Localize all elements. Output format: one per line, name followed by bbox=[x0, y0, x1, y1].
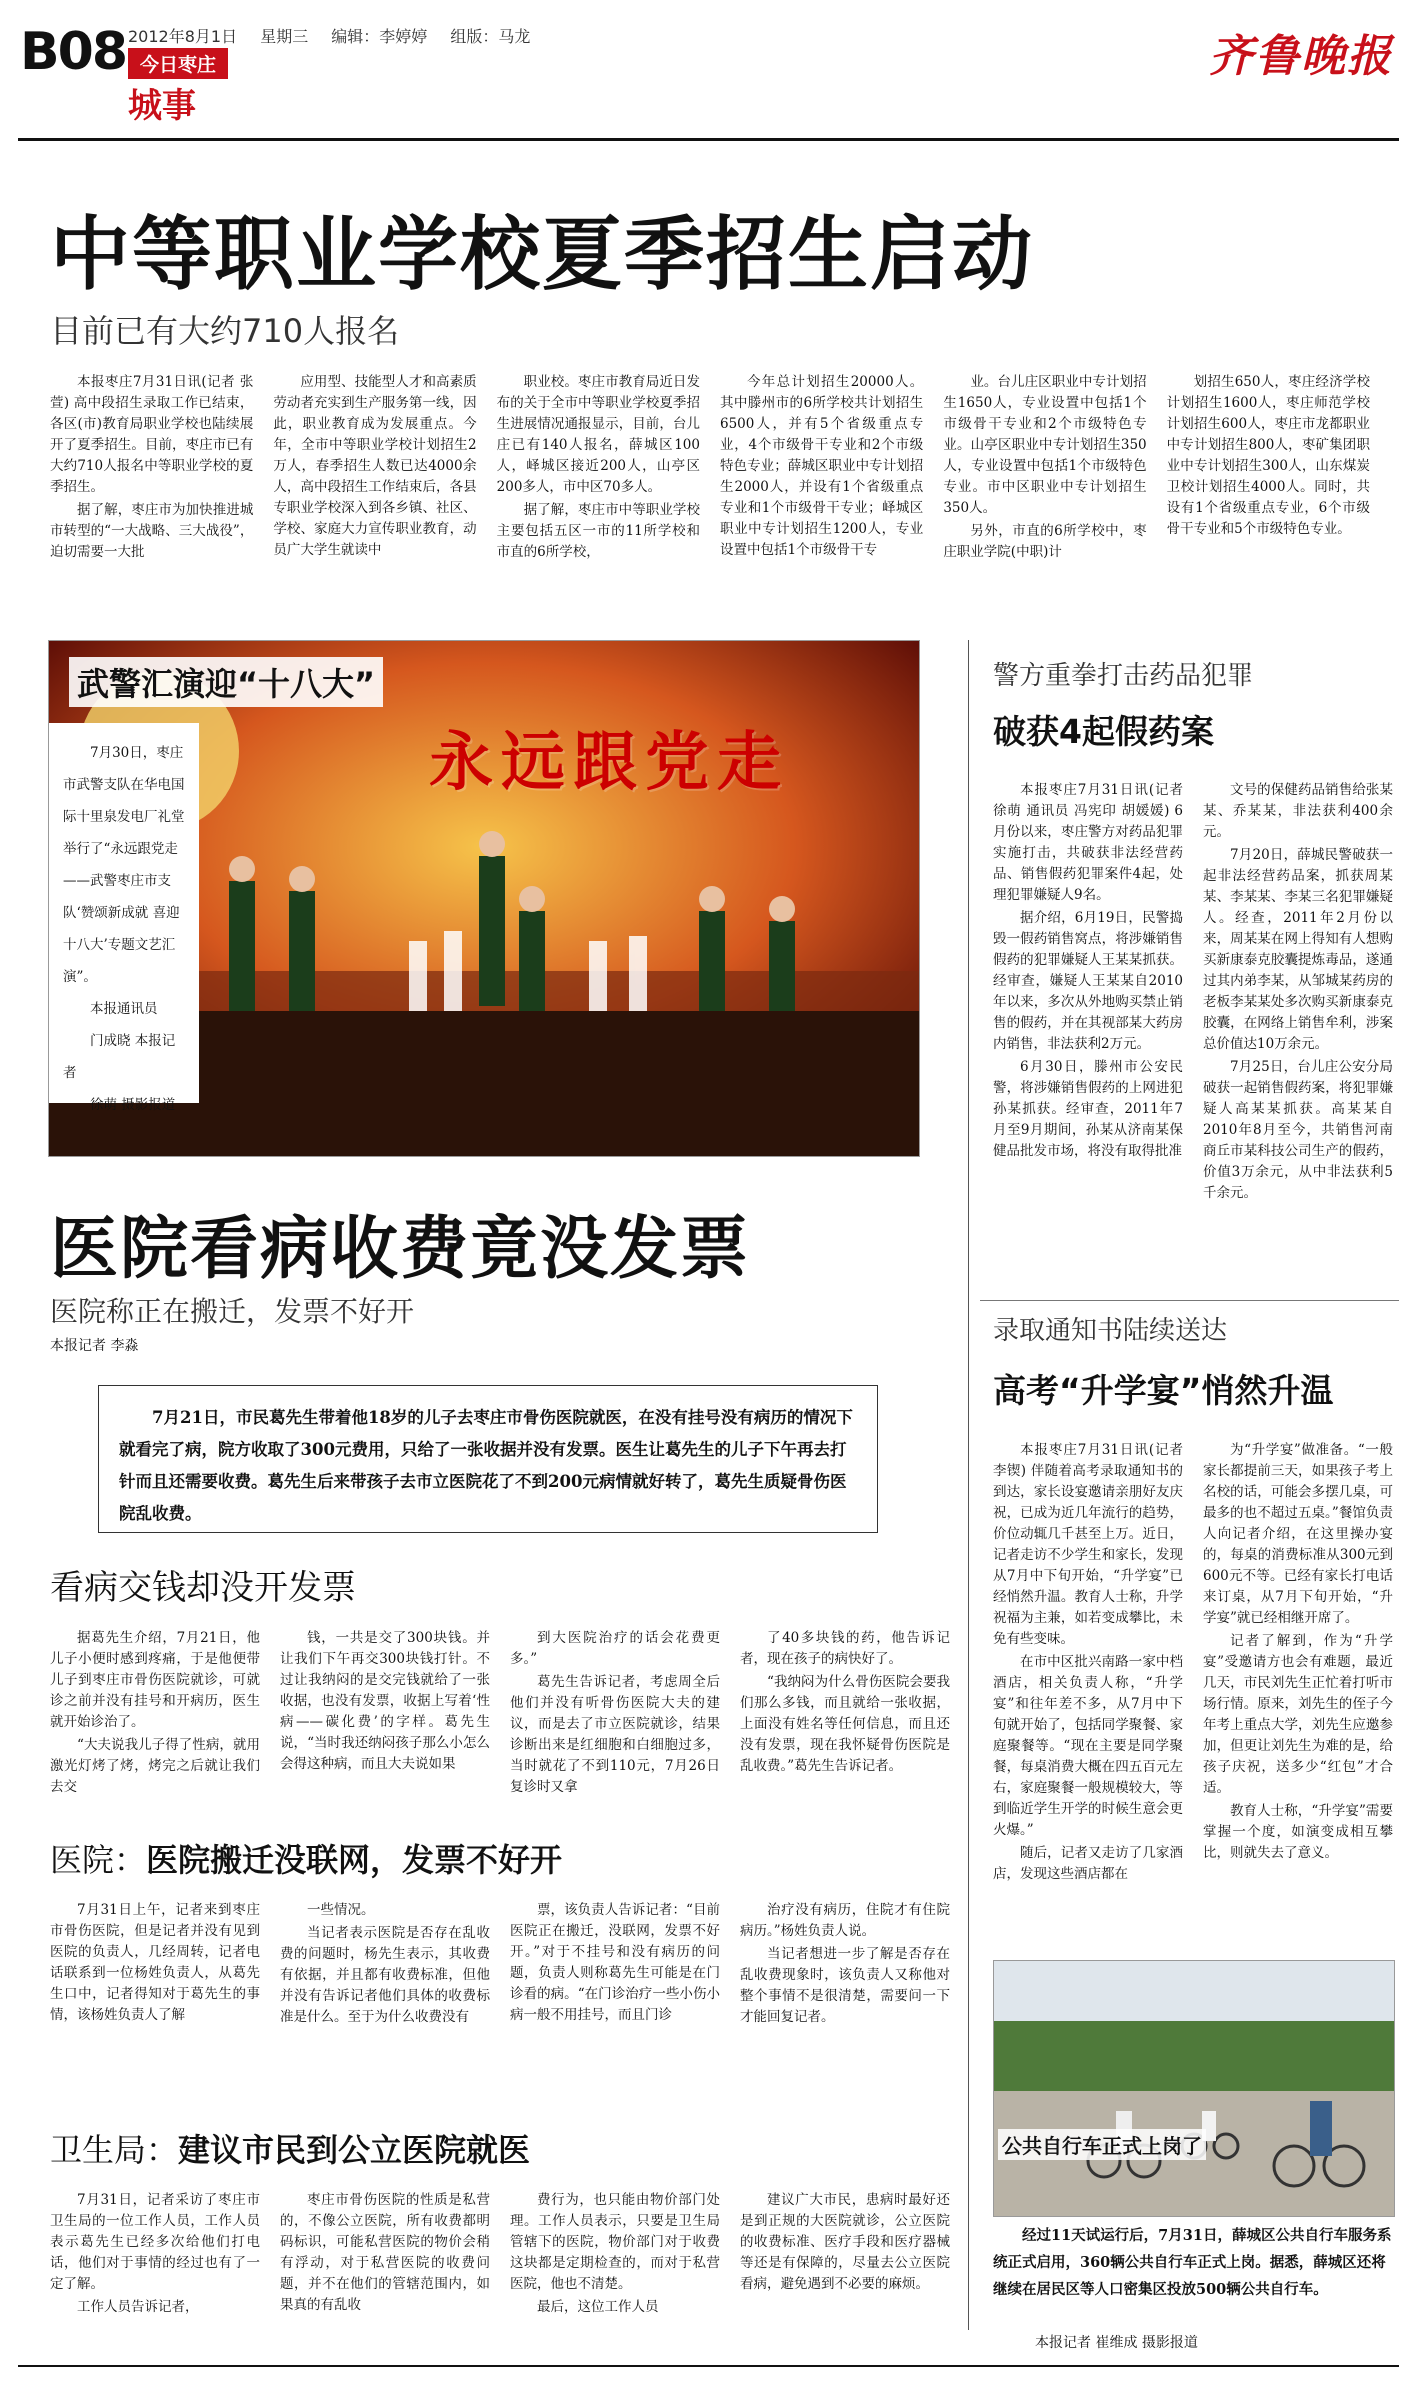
main-body bbox=[50, 372, 1370, 622]
main-col-5 bbox=[943, 372, 1146, 622]
paragraph: 职业校。枣庄市教育局近日发布的关于全市中等职业学校夏季招生进展情况通报显示，目前，台儿庄已有140人报名，薛城区100人，峄城区接近200人，山亭区200多人，市中区70多人。 bbox=[496, 374, 700, 495]
section-name: 城事 bbox=[128, 86, 196, 126]
photo2-credit: 本报记者 崔维成 摄影报道 bbox=[1035, 2335, 1198, 2351]
paragraph: 据介绍，6月19日，民警捣毁一假药销售窝点，将涉嫌销售假药的犯罪嫌疑人王某某抓获。经审查，嫌疑人王某某自2010年以来，多次从外地购买禁止销售的假药，并在其视部某大药房内销售，非法获利2万元。 bbox=[993, 910, 1183, 1052]
paragraph: 记者了解到，作为“升学宴”受邀请方也会有难题，最近几天，市民刘先生正忙着打听市场行情。原来，刘先生的侄子今年考上重点大学，刘先生应邀参加，但更让刘先生为难的是，给孩子庆祝，送多少“红包”才合适。 bbox=[1203, 1633, 1393, 1796]
photo-caption: 7月30日，枣庄市武警支队在华电国际十里泉发电厂礼堂举行了“永远跟党走——武警枣庄市支队‘赞颂新成就 喜迎十八大’专题文艺汇演”。 bbox=[63, 745, 185, 985]
hospital-byline: 本报记者 李淼 bbox=[50, 1338, 139, 1354]
layout-credit: 组版：马龙 bbox=[450, 27, 531, 46]
hs1-col-2 bbox=[280, 1628, 490, 1823]
paragraph: 建议广大市民，患病时最好还是到正规的大医院就诊，公立医院的收费标准、医疗手段和医疗器械等还是有保障的，尽量去公立医院看病，避免遇到不必要的麻烦。 bbox=[740, 2192, 950, 2292]
paragraph: 本报枣庄7月31日讯(记者 徐萌 通讯员 冯宪印 胡媛媛) 6月份以来，枣庄警方对药品犯罪实施打击，共破获非法经营药品、销售假药犯罪案件4起，处理犯罪嫌疑人9名。 bbox=[993, 782, 1183, 903]
page-number: B08 bbox=[20, 22, 126, 82]
paragraph: 7月25日，台儿庄公安分局破获一起销售假药案，将犯罪嫌疑人高某某抓获。高某某自2010年8月至今，共销售河南商丘市某科技公司生产的假药，价值3万余元，从中非法获利5千余元。 bbox=[1203, 1059, 1393, 1201]
hospital-section-1-title: 看病交钱却没开发票 bbox=[50, 1568, 356, 1608]
bicycle-scene-image bbox=[994, 1961, 1394, 2216]
header-rule bbox=[18, 138, 1399, 141]
paragraph: “我纳闷为什么骨伤医院会要我们那么多钱，而且就给一张收据，上面没有姓名等任何信息，而且还没有发票，现在我怀疑骨伤医院是乱收费。”葛先生告诉记者。 bbox=[740, 1674, 950, 1774]
column-divider bbox=[968, 640, 969, 2330]
hospital-section-2-title bbox=[50, 1835, 562, 1881]
paragraph: 钱，一共是交了300块钱。并让我们下午再交300块钱打针。不过让我纳闷的是交完钱就给了一张收据，也没有发票，收据上写着‘性病——碳化费’的字样。葛先生说，“当时我还纳闷孩子那么小怎么会得这种病，而且大夫说如果 bbox=[280, 1630, 490, 1772]
hs1-col-3 bbox=[510, 1628, 720, 1823]
paragraph: 为“升学宴”做准备。“一般家长都提前三天，如果孩子考上名校的话，可能会多摆几桌，可最多的也不超过五桌。”餐馆负责人向记者介绍，在这里操办宴的，每桌的消费标准从300元到600元不等。已经有家长打电话来订桌，从7月下旬开始，“升学宴”就已经相继开席了。 bbox=[1203, 1442, 1393, 1626]
photo-caption-box bbox=[49, 723, 199, 1113]
photo2-title: 公共自行车正式上岗了 bbox=[998, 2129, 1206, 2160]
paragraph: 枣庄市骨伤医院的性质是私营的，不像公立医院，所有收费都明码标识，可能私营医院的物价会稍有浮动，对于私营医院的收费问题，并不在他们的管辖范围内，如果真的有乱收 bbox=[280, 2192, 490, 2313]
paragraph: 业。台儿庄区职业中专计划招生1650人，专业设置中包括1个市级骨干专业和2个市级特色专业。山亭区职业中专计划招生350人，专业设置中包括1个市级特色专业。市中区职业中专计划招生350人。 bbox=[943, 374, 1147, 516]
paragraph: 另外，市直的6所学校中，枣庄职业学院(中职)计 bbox=[943, 523, 1147, 560]
paragraph: 应用型、技能型人才和高素质劳动者充实到生产服务第一线，因此，职业教育成为发展重点。今年，全市中等职业学校计划招生2万人，春季招生人数已达4000余人，高中段招生工作结束后，各县专职业学校深入到各乡镇、社区、学校、家庭大力宣传职业教育，动员广大学生就读中 bbox=[273, 374, 477, 558]
paragraph: 当记者表示医院是否存在乱收费的问题时，杨先生表示，其收费有依据，并且都有收费标准，但他并没有告诉记者他们具体的收费标准是什么。至于为什么收费没有 bbox=[280, 1925, 490, 2025]
hs3-col-4 bbox=[740, 2190, 950, 2360]
performance-photo bbox=[48, 640, 920, 1157]
paragraph: 7月31日，记者采访了枣庄市卫生局的一位工作人员，工作人员表示葛先生已经多次给他们打电话，他们对于事情的经过也有了一定了解。 bbox=[50, 2192, 260, 2292]
hospital-subheadline: 医院称正在搬迁，发票不好开 bbox=[50, 1295, 415, 1328]
header-meta bbox=[128, 24, 548, 47]
hospital-headline: 医院看病收费竟没发票 bbox=[50, 1210, 751, 1289]
bicycle-photo bbox=[993, 1960, 1395, 2217]
paragraph: 据葛先生介绍，7月21日，他儿子小便时感到疼痛，于是他便带儿子到枣庄市骨伤医院就诊，可就诊之前并没有挂号和开病历，医生就开始诊治了。 bbox=[50, 1630, 260, 1730]
main-subheadline: 目前已有大约710人报名 bbox=[50, 312, 400, 350]
photo-title: 武警汇演迎“十八大” bbox=[69, 657, 383, 707]
section-tag: 今日枣庄 bbox=[128, 48, 228, 79]
sidebar2-body bbox=[993, 1440, 1393, 1945]
masthead-logo: 齐鲁晚报 bbox=[1209, 31, 1393, 82]
main-col-2 bbox=[273, 372, 476, 622]
paragraph: 葛先生告诉记者，考虑周全后他们并没有听骨伤医院大夫的建议，而是去了市立医院就诊，结果诊断出来是红细胞和白细胞过多，当时就花了不到110元，7月26日复诊时又拿 bbox=[510, 1674, 720, 1795]
paragraph: 本报枣庄7月31日讯(记者 李锲) 伴随着高考录取通知书的到达，家长设宴邀请亲朋好友庆祝，已成为近几年流行的趋势，价位动辄几千甚至上万。近日，记者走访不少学生和家长，发现从7月中下旬开始，“升学宴”已经悄然升温。教育人士称，升学祝福为主兼，如若变成攀比，未免有些变味。 bbox=[993, 1442, 1183, 1647]
paragraph: 据了解，枣庄市为加快推进城市转型的“一大战略、三大战役”，迫切需要一大批 bbox=[50, 502, 254, 560]
editor-credit: 编辑：李婷婷 bbox=[331, 27, 428, 46]
hospital-section-2-body bbox=[50, 1900, 950, 2120]
main-col-3 bbox=[497, 372, 700, 622]
paragraph: 了40多块钱的药，他告诉记者，现在孩子的病快好了。 bbox=[740, 1630, 950, 1667]
paragraph: 据了解，枣庄市中等职业学校主要包括五区一市的11所学校和市直的6所学校， bbox=[496, 502, 700, 560]
hs1-col-1 bbox=[50, 1628, 260, 1823]
paragraph: 工作人员告诉记者， bbox=[77, 2299, 199, 2315]
hospital-section-3-body bbox=[50, 2190, 950, 2360]
paragraph: 本报枣庄7月31日讯(记者 张萱) 高中段招生录取工作已结束，各区(市)教育局职业学校也陆续展开了夏季招生。目前，枣庄市已有大约710人报名中等职业学校的夏季招生。 bbox=[50, 374, 254, 495]
paragraph: 教育人士称，“升学宴”需要掌握一个度，如演变成相互攀比，则就失去了意义。 bbox=[1203, 1803, 1393, 1861]
sidebar2-col-2 bbox=[1203, 1440, 1393, 1945]
hs2-col-2 bbox=[280, 1900, 490, 2120]
paragraph: 当记者想进一步了解是否存在乱收费现象时，该负责人又称他对整个事情不是很清楚，需要问一下才能回复记者。 bbox=[740, 1946, 950, 2025]
paragraph: 7月31日上午，记者来到枣庄市骨伤医院，但是记者并没有见到医院的负责人，几经周转，记者电话联系到一位杨姓负责人，从葛先生口中，记者得知对于葛先生的事情，该杨姓负责人了解 bbox=[50, 1902, 260, 2023]
main-col-4 bbox=[720, 372, 923, 622]
sidebar-headline: 破获4起假药案 bbox=[993, 712, 1214, 751]
section-heading: 建议市民到公立医院就医 bbox=[178, 2131, 531, 2169]
main-col-6 bbox=[1167, 372, 1370, 622]
paragraph: 治疗没有病历，住院才有住院病历。”杨姓负责人说。 bbox=[740, 1902, 950, 1939]
paragraph: 票，该负责人告诉记者：“目前医院正在搬迁，没联网，发票不好开。”对于不挂号和没有病历的问题，负责人则称葛先生可能是在门诊看的病。“在门诊治疗一些小伤小病一般不用挂号，而且门诊 bbox=[510, 1902, 720, 2023]
hs3-col-1 bbox=[50, 2190, 260, 2360]
lead-text: 7月21日，市民葛先生带着他18岁的儿子去枣庄市骨伤医院就医，在没有挂号没有病历的情况下就看完了病，院方收取了300元费用，只给了一张收据并没有发票。医生让葛先生的儿子下午再去打针而且还需要收费。葛先生后来带孩子去市立医院花了不到200元病情就好转了，葛先生质疑骨伤医院乱收费。 bbox=[119, 1408, 853, 1523]
hs3-col-2 bbox=[280, 2190, 490, 2360]
issue-date: 2012年8月1日 bbox=[128, 27, 238, 46]
sidebar-divider bbox=[980, 1300, 1399, 1301]
paragraph: “大夫说我儿子得了性病，就用激光灯烤了烤，烤完之后就让我们去交 bbox=[50, 1737, 260, 1795]
photo-credit-1: 本报通讯员 bbox=[90, 1001, 158, 1017]
sidebar2-headline: 高考“升学宴”悄然升温 bbox=[993, 1371, 1334, 1410]
hospital-section-1-body bbox=[50, 1628, 950, 1823]
photo-credit-2: 门成晓 本报记者 bbox=[63, 1033, 176, 1081]
hs3-col-3 bbox=[510, 2190, 720, 2360]
paragraph: 6月30日，滕州市公安民警，将涉嫌销售假药的上网进犯孙某抓获。经审查，2011年7月至9月期间，孙某从济南某保健品批发市场，将没有取得批准 bbox=[993, 1059, 1183, 1159]
paragraph: 费行为，也只能由物价部门处理。工作人员表示，只要是卫生局管辖下的医院，物价部门对于收费这块都是定期检查的，而对于私营医院，他也不清楚。 bbox=[510, 2192, 720, 2292]
hs2-col-3 bbox=[510, 1900, 720, 2120]
paragraph: 最后，这位工作人员 bbox=[537, 2299, 659, 2315]
paragraph: 在市中区批兴南路一家中档酒店，相关负责人称，“升学宴”和往年差不多，从7月中下旬就开始了，包括同学聚餐、家庭聚餐等。“现在主要是同学聚餐，每桌消费大概在四五百元左右，家庭聚餐一般规模较大，等到临近学生开学的时候生意会更火爆。” bbox=[993, 1654, 1183, 1838]
sidebar1-col-1 bbox=[993, 780, 1183, 1300]
footer-rule bbox=[18, 2365, 1399, 2367]
sidebar2-kicker: 录取通知书陆续送达 bbox=[993, 1316, 1228, 1346]
hs1-col-4 bbox=[740, 1628, 950, 1823]
sidebar1-col-2 bbox=[1203, 780, 1393, 1300]
paragraph: 一些情况。 bbox=[307, 1902, 375, 1918]
photo2-caption: 经过11天试运行后，7月31日，薛城区公共自行车服务系统正式启用，360辆公共自行车正式上岗。据悉，薛城区还将继续在居民区等人口密集区投放500辆公共自行车。 bbox=[993, 2227, 1392, 2298]
paragraph: 到大医院治疗的话会花费更多。” bbox=[510, 1630, 720, 1667]
section-prefix: 卫生局： bbox=[50, 2131, 179, 2169]
paragraph: 7月20日，薛城民警破获一起非法经营药品案，抓获周某某、李某某、李某三名犯罪嫌疑人。经查，2011年2月份以来，周某某在网上得知有人想购买新康泰克胶囊提炼毒品，遂通过其内弟李某，从邹城某药房的老板李某某处多次购买新康泰克胶囊，在网络上销售牟利，涉案总价值达10万余元。 bbox=[1203, 847, 1393, 1052]
sidebar1-body bbox=[993, 780, 1393, 1300]
hs2-col-1 bbox=[50, 1900, 260, 2120]
section-prefix: 医院： bbox=[50, 1841, 147, 1879]
photo-credit-3: 徐萌 摄影报道 bbox=[90, 1097, 176, 1113]
paragraph: 今年总计划招生20000人。其中滕州市的6所学校共计划招生6500人，并有5个省级重点专业，4个市级骨干专业和2个市级特色专业；薛城区职业中专计划招生2000人，并设有1个省级重点专业和1个市级骨干专业；峄城区职业中专计划招生1200人，专业设置中包括1个市级骨干专 bbox=[719, 374, 924, 558]
section-heading: 医院搬迁没联网，发票不好开 bbox=[146, 1841, 563, 1879]
paragraph: 划招生650人，枣庄经济学校计划招生1600人，枣庄师范学校计划招生600人，枣庄市龙都职业中专计划招生800人，枣矿集团职业中专计划招生300人，山东煤炭卫校计划招生4000人。同时，共设有1个省级重点专业，6个市级骨干专业和5个市级特色专业。 bbox=[1166, 374, 1370, 537]
issue-weekday: 星期三 bbox=[260, 27, 309, 46]
stage-banner: 永远跟党走 bbox=[429, 725, 789, 800]
main-col-1 bbox=[50, 372, 253, 622]
sidebar2-col-1 bbox=[993, 1440, 1183, 1945]
sidebar-kicker: 警方重拳打击药品犯罪 bbox=[993, 661, 1254, 691]
hospital-lead bbox=[98, 1385, 878, 1533]
paragraph: 文号的保健药品销售给张某某、乔某某，非法获利400余元。 bbox=[1203, 782, 1393, 840]
hospital-section-3-title bbox=[50, 2125, 530, 2171]
hs2-col-4 bbox=[740, 1900, 950, 2120]
main-headline: 中等职业学校夏季招生启动 bbox=[50, 208, 1034, 301]
paragraph: 随后，记者又走访了几家酒店，发现这些酒店都在 bbox=[993, 1845, 1183, 1882]
